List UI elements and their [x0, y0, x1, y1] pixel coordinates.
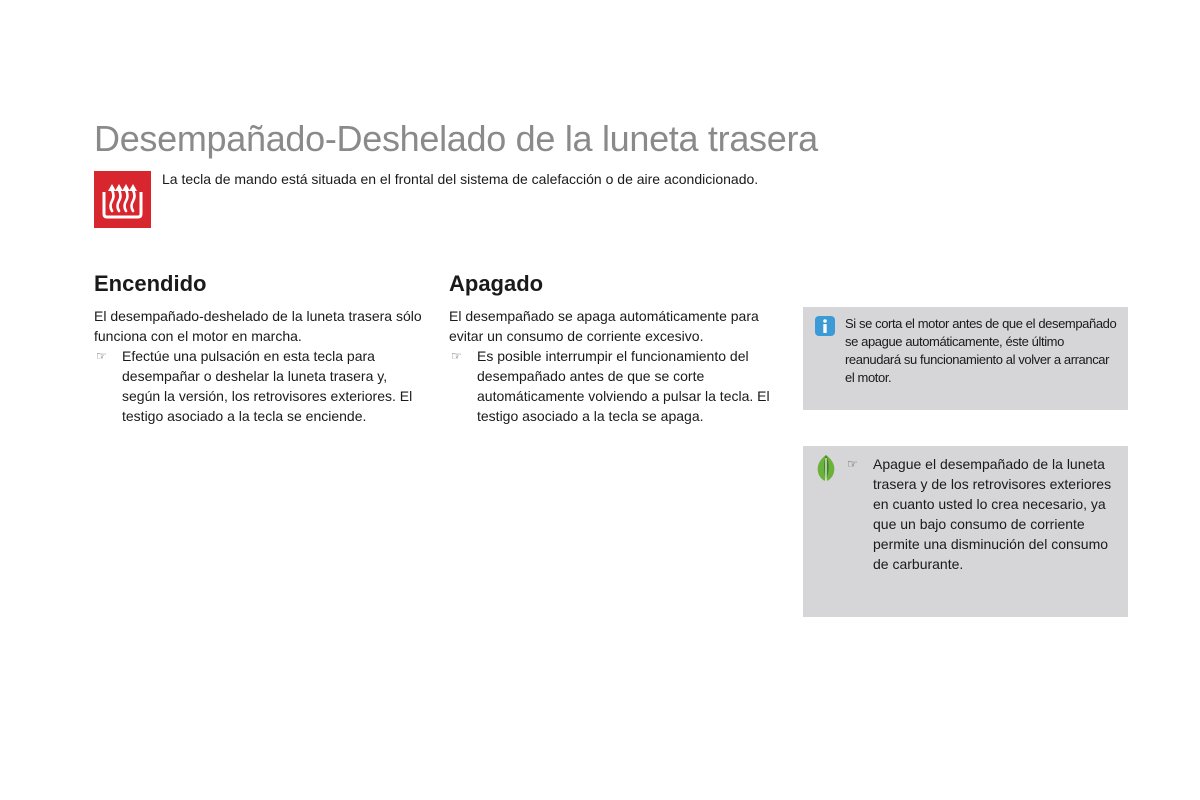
rear-window-defrost-icon [94, 171, 151, 228]
intro-text: La tecla de mando está situada en el frontal del sistema de calefacción o de aire acondicionado. [162, 171, 759, 187]
pointing-hand-icon: ☞ [96, 349, 107, 363]
pointing-hand-icon: ☞ [847, 457, 858, 471]
section-body-on: El desempañado-deshelado de la luneta trasera sólo funciona con el motor en marcha. [94, 308, 422, 344]
page-title: Desempañado-Deshelado de la luneta trasera [94, 118, 818, 159]
section-body-off: El desempañado se apaga automáticamente para evitar un consumo de corriente excesivo. [449, 308, 759, 344]
eco-note-text: Apague el desempañado de la luneta trasera y de los retrovisores exteriores en cuanto usted lo crea necesario, ya que un bajo consumo de corriente permite una disminución del consumo de carburante. [873, 456, 1112, 572]
eco-note [803, 446, 1128, 617]
section-off [449, 270, 774, 426]
info-icon [815, 316, 835, 336]
section-heading-on: Encendido [94, 271, 207, 296]
info-note-text: Si se corta el motor antes de que el desempañado se apague automáticamente, éste último reanudará su funcionamiento al volver a arrancar el motor. [845, 316, 1117, 385]
bullet-text-on: Efectúe una pulsación en esta tecla para desempañar o deshelar la luneta trasera y, según la versión, los retrovisores exteriores. El testigo asociado a la tecla se enciende. [122, 348, 413, 424]
eco-leaf-icon [815, 454, 837, 482]
pointing-hand-icon: ☞ [451, 349, 462, 363]
list-item [449, 346, 774, 426]
section-heading-off: Apagado [449, 271, 544, 296]
info-note [803, 307, 1128, 410]
bullet-text-off: Es posible interrumpir el funcionamiento del desempañado antes de que se corte automáticamente volviendo a pulsar la tecla. El testigo asociado a la tecla se apaga. [477, 348, 770, 424]
list-item [94, 346, 424, 426]
list-item [845, 454, 1116, 574]
section-on [94, 270, 424, 426]
